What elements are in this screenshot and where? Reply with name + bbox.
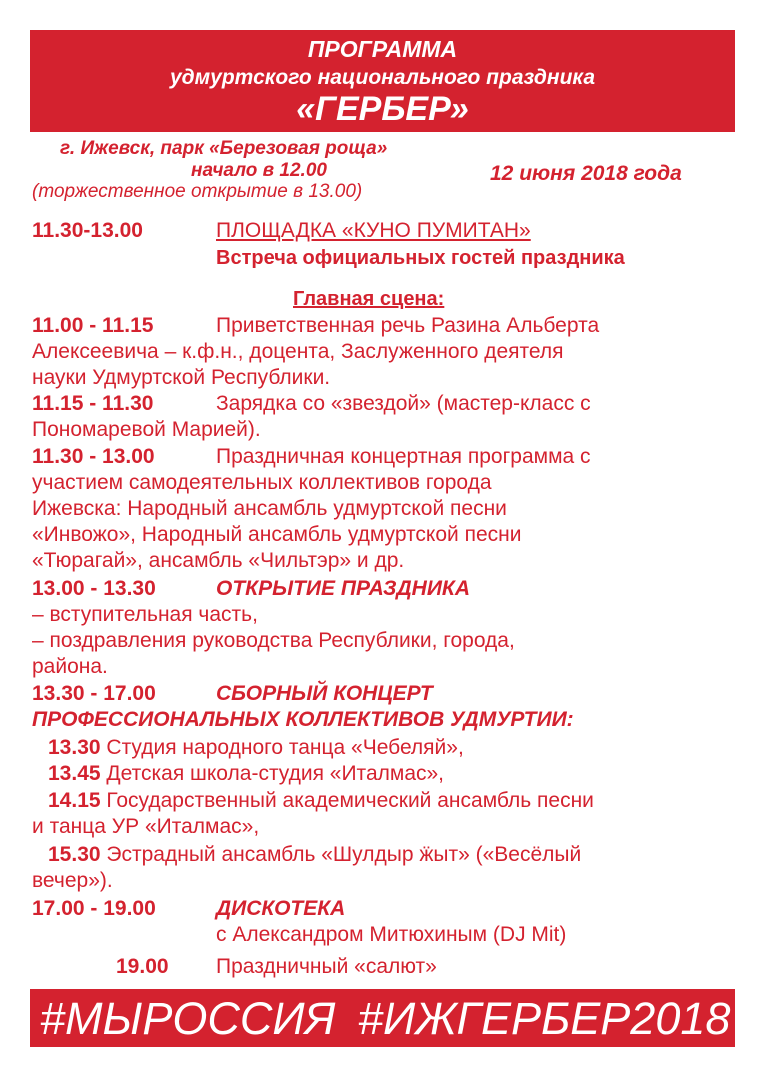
program-title: ПРОГРАММА: [307, 36, 458, 62]
hashtag-1: #МЫРОССИЯ: [40, 993, 336, 1044]
main-stage-heading: Главная сцена:: [293, 288, 445, 310]
concert-title: СБОРНЫЙ КОНЦЕРТ: [216, 682, 433, 705]
start-time: начало в 12.00: [191, 160, 327, 181]
concert-item-text: Государственный академический ансамбль песни: [106, 789, 594, 812]
concert-title: ПРОФЕССИОНАЛЬНЫХ КОЛЛЕКТИВОВ УДМУРТИИ:: [32, 708, 574, 731]
disco-title: ДИСКОТЕКА: [216, 897, 346, 920]
stage-item-3-text: Ижевска: Народный ансамбль удмуртской песни: [32, 497, 507, 520]
stage-item-1-time: 11.00 - 11.15: [32, 314, 154, 337]
kuno-time: 11.30-13.00: [32, 219, 143, 242]
footer-banner: [30, 989, 735, 1047]
concert-time: 13.30 - 17.00: [32, 682, 156, 705]
festival-name: «ГЕРБЕР»: [296, 90, 469, 128]
event-date: 12 июня 2018 года: [490, 162, 682, 185]
concert-item-cont: и танца УР «Италмас»,: [32, 815, 260, 838]
stage-item-3-text: участием самодеятельных коллективов города: [32, 471, 492, 494]
opening-time: 13.00 - 13.30: [32, 577, 156, 600]
kuno-title: ПЛОЩАДКА «КУНО ПУМИТАН»: [216, 219, 531, 242]
disco-text: с Александром Митюхиным (DJ Mit): [216, 923, 567, 946]
opening-line: – вступительная часть,: [32, 603, 258, 626]
opening-line: района.: [32, 655, 108, 678]
stage-item-2-time: 11.15 - 11.30: [32, 392, 154, 415]
concert-item-time: 13.30: [48, 736, 101, 759]
concert-item-time: 15.30: [48, 843, 101, 866]
concert-item-text: Эстрадный ансамбль «Шулдыр ӝыт» («Весёлый: [106, 843, 582, 866]
hashtag-2: #ИЖГЕРБЕР2018: [358, 993, 731, 1044]
stage-item-3-time: 11.30 - 13.00: [32, 445, 155, 468]
stage-item-3-text: «Тюрагай», ансамбль «Чильтэр» и др.: [32, 549, 405, 572]
disco-time: 17.00 - 19.00: [32, 897, 156, 920]
stage-item-1-text: Алексеевича – к.ф.н., доцента, Заслуженного деятеля: [32, 340, 564, 363]
concert-item: [48, 843, 581, 867]
salute-text: Праздничный «салют»: [216, 955, 437, 978]
concert-item-text: Детская школа-студия «Италмас»,: [106, 762, 445, 785]
stage-item-1-text: Приветственная речь Разина Альберта: [216, 314, 600, 337]
program-subtitle: удмуртского национального праздника: [169, 66, 596, 89]
concert-item-cont: вечер»).: [32, 869, 113, 892]
header-banner: [30, 30, 735, 132]
opening-title: ОТКРЫТИЕ ПРАЗДНИКА: [216, 577, 471, 600]
concert-item-time: 14.15: [48, 789, 101, 812]
stage-item-3-text: «Инвожо», Народный ансамбль удмуртской песни: [32, 523, 522, 546]
stage-item-1-text: науки Удмуртской Республики.: [32, 366, 331, 389]
kuno-subtitle: Встреча официальных гостей праздника: [216, 247, 625, 269]
stage-item-2-text: Пономаревой Марией).: [32, 418, 261, 441]
salute-time: 19.00: [116, 955, 169, 978]
concert-item: [48, 736, 464, 760]
stage-item-2-text: Зарядка со «звездой» (мастер-класс с: [216, 392, 591, 415]
concert-item: [48, 789, 594, 813]
concert-item: [48, 762, 444, 786]
venue-location: г. Ижевск, парк «Березовая роща»: [60, 138, 388, 159]
concert-item-text: Студия народного танца «Чебеляй»,: [106, 736, 464, 759]
stage-item-3-text: Праздничная концертная программа с: [216, 445, 591, 468]
opening-note: (торжественное открытие в 13.00): [32, 181, 363, 202]
concert-item-time: 13.45: [48, 762, 101, 785]
opening-line: – поздравления руководства Республики, города,: [32, 629, 515, 652]
